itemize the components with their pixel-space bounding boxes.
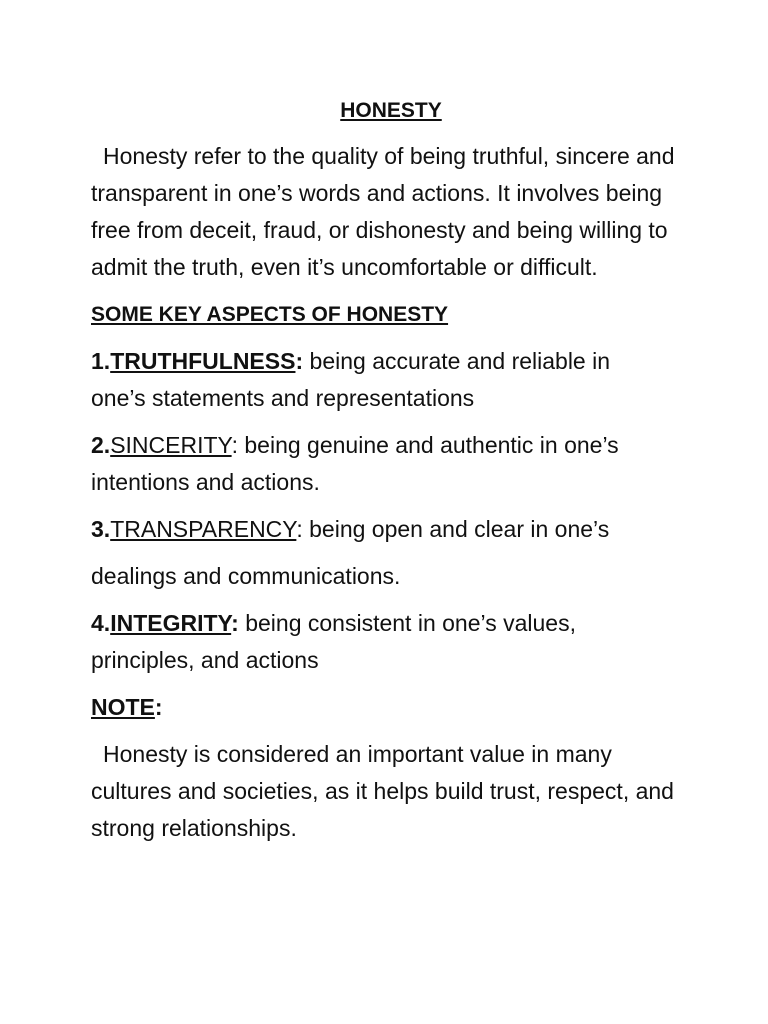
aspect-item-transparency <box>91 511 691 595</box>
aspect-term: SINCERITY <box>110 432 232 458</box>
closing-paragraph <box>91 736 691 847</box>
aspect-number: 3. <box>91 516 111 542</box>
aspect-item-integrity <box>91 605 691 679</box>
note-label: NOTE <box>91 694 155 720</box>
aspect-text-continued: one’s statements and representations <box>91 385 475 411</box>
aspect-term: TRANSPARENCY <box>110 516 297 542</box>
aspect-number: 1. <box>91 348 111 374</box>
aspect-item-sincerity <box>91 427 691 501</box>
document-title: HONESTY <box>340 99 442 122</box>
aspect-text: being genuine and authentic in one’s <box>238 432 619 458</box>
note-colon: : <box>154 694 163 720</box>
aspect-text: being open and clear in one’s <box>302 516 610 542</box>
aspect-text: being consistent in one’s values, <box>238 610 576 636</box>
aspects-heading: SOME KEY ASPECTS OF HONESTY <box>91 303 449 326</box>
aspect-text: being accurate and reliable in <box>303 348 611 374</box>
aspect-number: 4. <box>91 610 111 636</box>
document-body <box>91 96 691 847</box>
aspect-text-continued: dealings and communications. <box>91 563 401 589</box>
aspect-colon: : <box>296 516 303 542</box>
aspect-text-continued: principles, and actions <box>91 647 319 673</box>
aspect-term: TRUTHFULNESS <box>110 348 296 374</box>
note-label-line <box>91 689 691 726</box>
aspect-number: 2. <box>91 432 111 458</box>
aspect-colon: : <box>295 348 304 374</box>
closing-text: Honesty is considered an important value in many cultures and societies, as it helps build trust, respect, and strong relationships. <box>91 741 674 841</box>
aspect-term: INTEGRITY <box>110 610 232 636</box>
aspect-colon: : <box>231 610 239 636</box>
intro-paragraph <box>91 138 691 286</box>
aspect-text-continued: intentions and actions. <box>91 469 320 495</box>
aspect-colon: : <box>231 432 238 458</box>
intro-text: Honesty refer to the quality of being truthful, sincere and transparent in one’s words and actions. It involves being free from deceit, fraud, or dishonesty and being willing to admit the truth, even it’s uncomfortable or difficult. <box>91 143 675 280</box>
aspect-item-truthfulness <box>91 343 691 417</box>
